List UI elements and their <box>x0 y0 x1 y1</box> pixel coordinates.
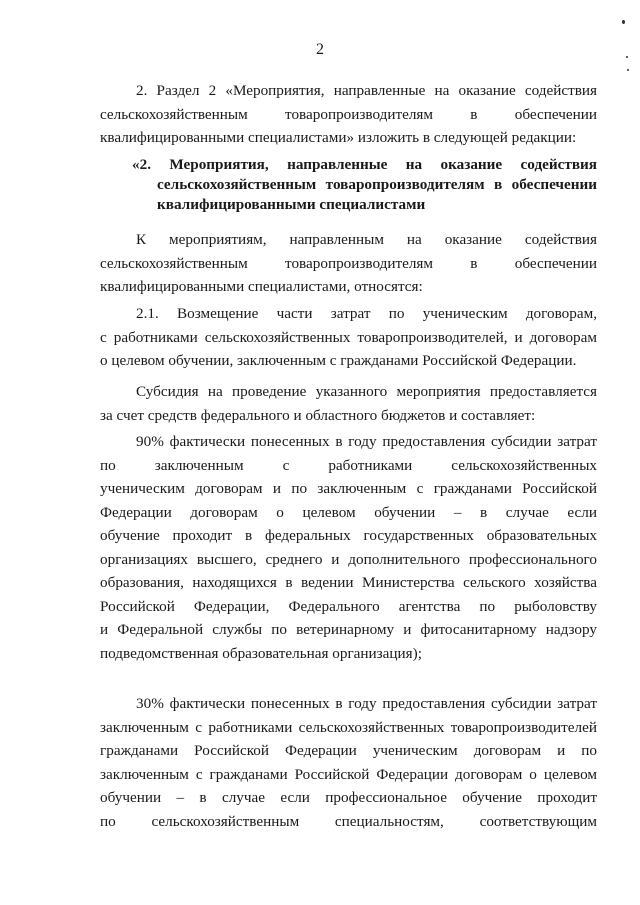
paragraph-30-percent <box>100 692 597 833</box>
text-line: заключенным с работниками сельскохозяйственных товаропроизводителей <box>100 718 597 736</box>
text-line: гражданами Российской Федерации ученическим договорам и по <box>100 742 597 759</box>
text-line: Субсидия на проведение указанного мероприятия предоставляется <box>136 383 597 400</box>
heading-line: «2. Мероприятия, направленные на оказание содействия <box>132 156 597 173</box>
text-line: квалифицированными специалистами» изложить в следующей редакции: <box>100 129 577 146</box>
paragraph-2-1 <box>100 302 597 373</box>
text-line: обучение проходит в федеральных государственных образовательных <box>100 527 597 544</box>
text-line: Федерации договорам о целевом обучении – в случае если <box>100 503 597 521</box>
paragraph-90-percent <box>100 430 597 665</box>
section-heading <box>100 155 597 215</box>
scan-speck <box>622 20 625 24</box>
text-line: сельскохозяйственным товаропроизводителям в обеспечении <box>100 254 597 272</box>
text-line: 30% фактически понесенных в году предоставления субсидии затрат <box>136 695 597 712</box>
text-line: организациях высшего, среднего и дополнительного профессионального <box>100 550 597 568</box>
text-line: Российской Федерации, Федерального агентства по рыболовству <box>100 597 597 615</box>
text-line: 2.1. Возмещение части затрат по ученическим договорам, <box>136 305 597 322</box>
heading-line: квалифицированными специалистами <box>157 196 426 213</box>
scan-speck <box>626 56 628 58</box>
scan-speck <box>627 69 629 71</box>
text-line: 2. Раздел 2 «Мероприятия, направленные на оказание содействия <box>136 82 597 99</box>
paragraph-section-2-amendment <box>100 79 597 150</box>
text-line: 90% фактически понесенных в году предоставления субсидии затрат <box>136 433 597 450</box>
page-number: 2 <box>316 41 324 58</box>
text-line: заключенным с гражданами Российской Федерации договорам о целевом <box>100 765 597 783</box>
text-line: по заключенным с работниками сельскохозяйственных <box>100 456 597 474</box>
text-line: за счет средств федерального и областного бюджетов и составляет: <box>100 406 536 424</box>
text-line: квалифицированными специалистами, относятся: <box>100 278 423 295</box>
text-line: с работниками сельскохозяйственных товаропроизводителей, и договорам <box>100 328 597 346</box>
text-line: ученическим договорам и по заключенным с гражданами Российской <box>100 480 597 497</box>
paragraph-subsidy <box>100 380 597 427</box>
text-line: сельскохозяйственным товаропроизводителям в обеспечении <box>100 105 597 123</box>
text-line: и Федеральной службы по ветеринарному и фитосанитарному надзору <box>100 621 597 638</box>
paragraph-measures-intro <box>100 228 597 299</box>
text-line: обучении – в случае если профессиональное обучение проходит <box>100 789 597 806</box>
text-line: о целевом обучении, заключенным с гражданами Российской Федерации. <box>100 352 577 369</box>
heading-line: сельскохозяйственным товаропроизводителям в обеспечении <box>157 176 597 193</box>
text-line: подведомственная образовательная организация); <box>100 644 422 662</box>
text-line: К мероприятиям, направленным на оказание содействия <box>136 231 597 248</box>
text-line: образования, находящихся в ведении Министерства сельского хозяйства <box>100 574 597 591</box>
text-line: по сельскохозяйственным специальностям, соответствующим <box>100 812 597 830</box>
